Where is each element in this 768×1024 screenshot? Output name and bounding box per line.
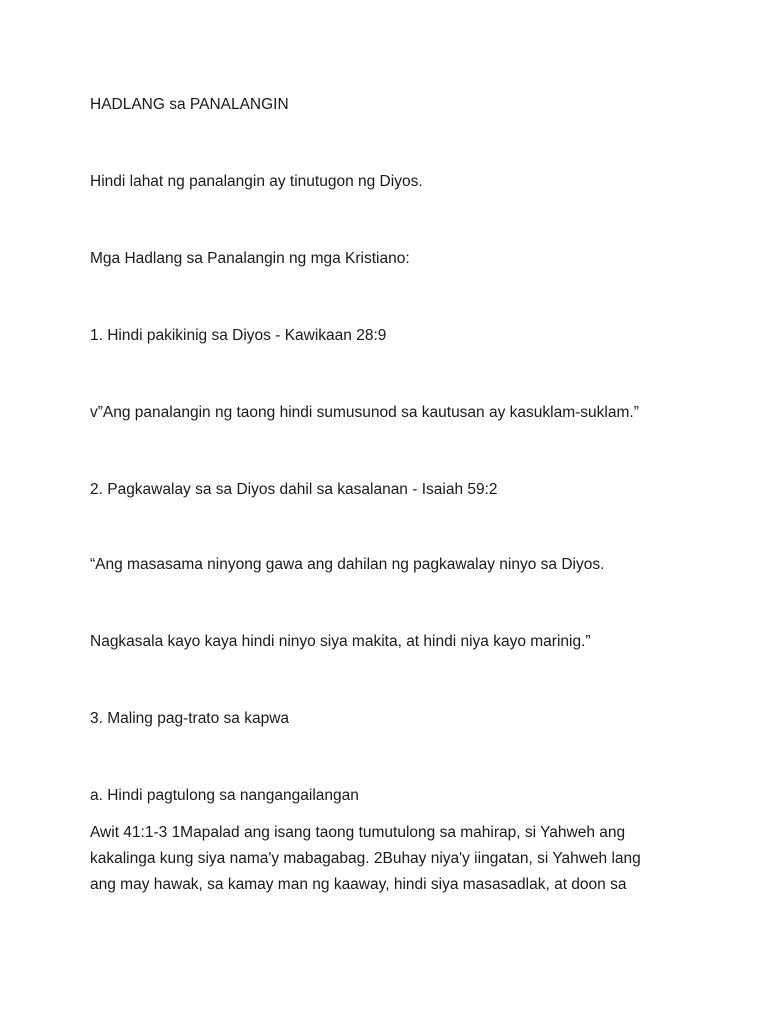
list-item-3: 3. Maling pag-trato sa kapwa <box>90 710 290 727</box>
list-item-1: 1. Hindi pakikinig sa Diyos - Kawikaan 28:9 <box>90 327 387 344</box>
list-heading: Mga Hadlang sa Panalangin ng mga Kristiano: <box>90 250 410 267</box>
awit-line: kakalinga kung siya nama'y mabagabag. 2Buhay niya'y iingatan, si Yahweh lang <box>90 850 641 867</box>
list-item-2: 2. Pagkawalay sa sa Diyos dahil sa kasalanan - Isaiah 59:2 <box>90 481 498 498</box>
list-item-3a: a. Hindi pagtulong sa nangangailangan <box>90 787 359 804</box>
intro-text: Hindi lahat ng panalangin ay tinutugon ng Diyos. <box>90 173 423 190</box>
list-item-1-quote: v”Ang panalangin ng taong hindi sumusunod sa kautusan ay kasuklam-suklam.” <box>90 404 639 421</box>
awit-line: ang may hawak, sa kamay man ng kaaway, hindi siya masasadlak, at doon sa <box>90 876 627 893</box>
list-item-2-quote-1: “Ang masasama ninyong gawa ang dahilan ng pagkawalay ninyo sa Diyos. <box>90 556 605 573</box>
awit-line: Awit 41:1-3 1Mapalad ang isang taong tumutulong sa mahirap, si Yahweh ang <box>90 824 626 841</box>
document-title: HADLANG sa PANALANGIN <box>90 96 289 113</box>
awit-paragraph <box>90 820 690 898</box>
list-item-2-quote-2: Nagkasala kayo kaya hindi ninyo siya makita, at hindi niya kayo marinig.” <box>90 633 591 650</box>
